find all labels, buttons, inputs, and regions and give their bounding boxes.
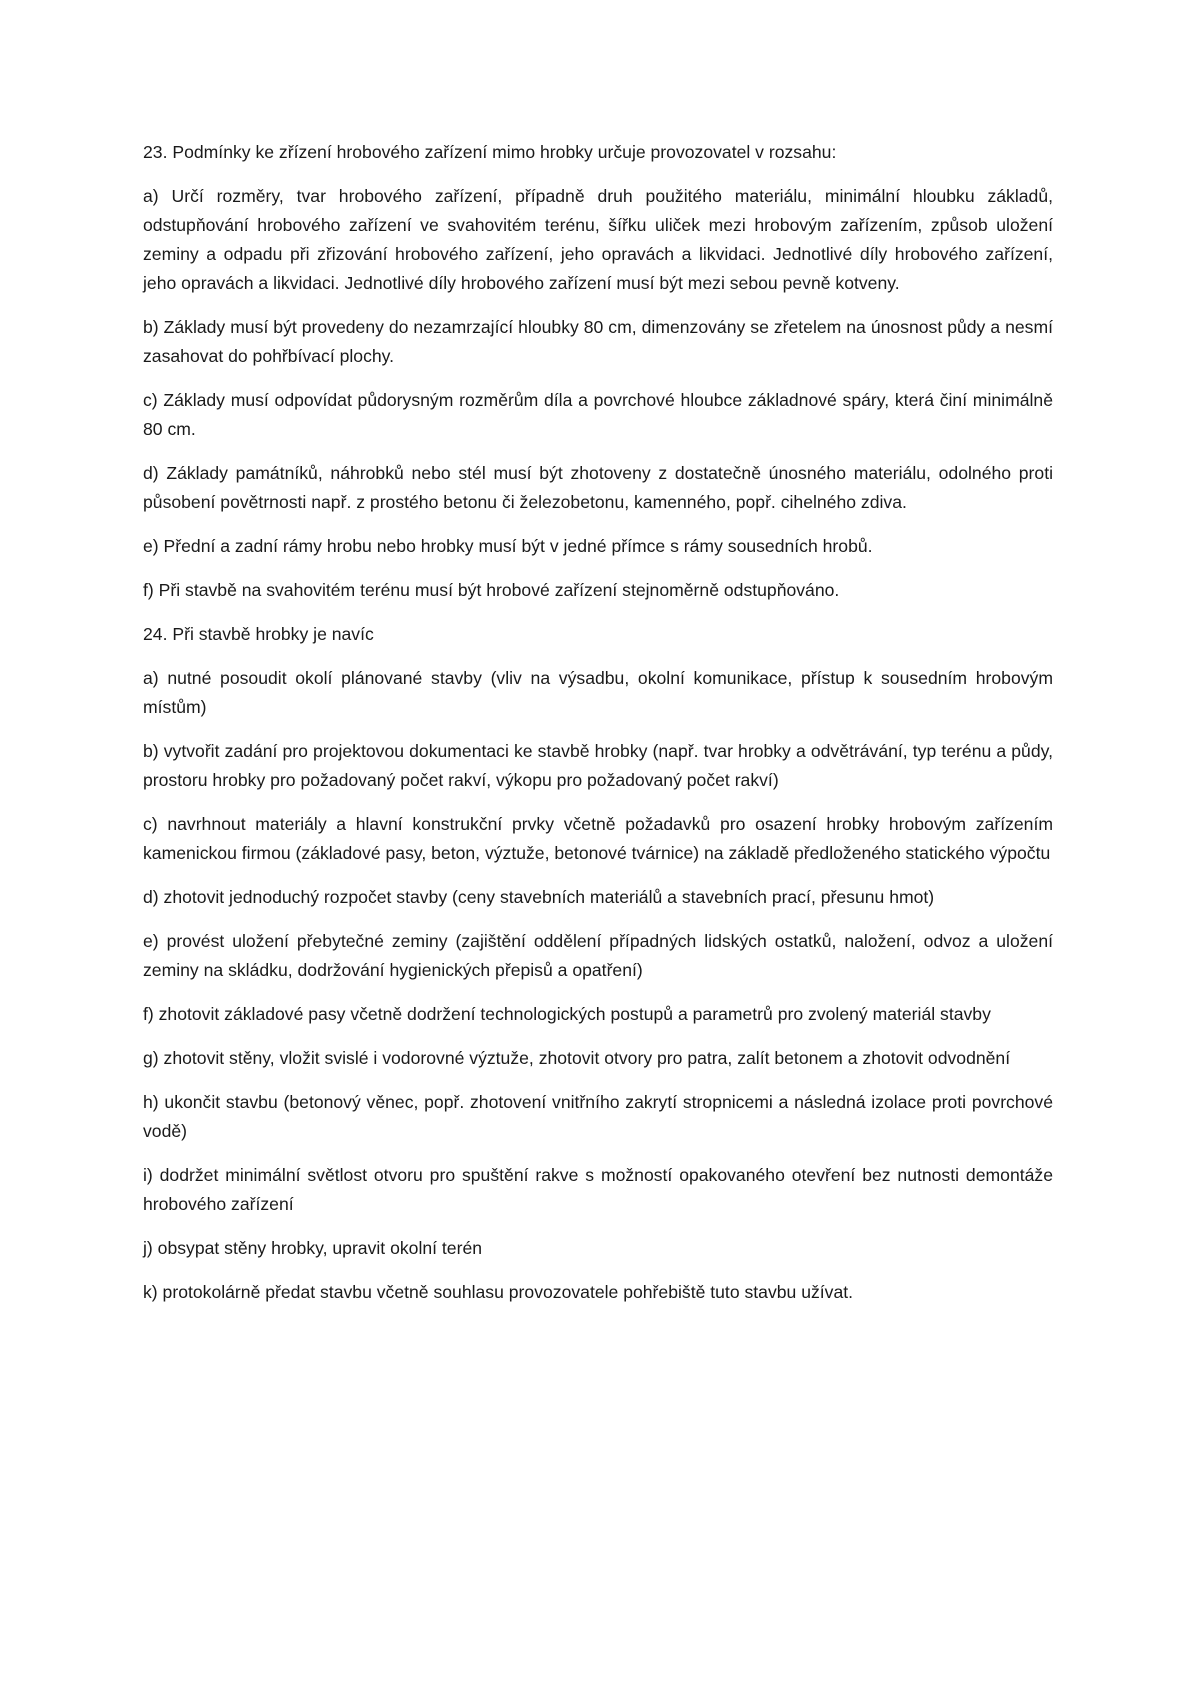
section-24-item-g: g) zhotovit stěny, vložit svislé i vodorovné výztuže, zhotovit otvory pro patra, zalít betonem a zhotovit odvodnění	[143, 1048, 1011, 1068]
section-23-item-a: a) Určí rozměry, tvar hrobového zařízení, případně druh použitého materiálu, minimální hloubku základů, odstupňování hrobového zařízení ve svahovitém terénu, šířku uliček mezi hrobovým zařízením, způsob uložení zeminy a odpadu při zřizování hrobového zařízení, jeho opravách a likvidaci. Jednotlivé díly hrobového zařízení, jeho opravách a likvidaci. Jednotlivé díly hrobového zařízení musí být mezi sebou pevně kotveny.	[143, 186, 1053, 293]
section-24-item-c: c) navrhnout materiály a hlavní konstrukční prvky včetně požadavků pro osazení hrobky hrobovým zařízením kamenickou firmou (základové pasy, beton, výztuže, betonové tvárnice) na základě předloženého statického výpočtu	[143, 814, 1053, 863]
section-24-item-d: d) zhotovit jednoduchý rozpočet stavby (ceny stavebních materiálů a stavebních prací, přesunu hmot)	[143, 887, 935, 907]
section-24-item-k: k) protokolárně předat stavbu včetně souhlasu provozovatele pohřebiště tuto stavbu užívat.	[143, 1282, 854, 1302]
section-24-item-j: j) obsypat stěny hrobky, upravit okolní terén	[143, 1238, 483, 1258]
section-24-item-f: f) zhotovit základové pasy včetně dodržení technologických postupů a parametrů pro zvolený materiál stavby	[143, 1004, 991, 1024]
section-23-item-b: b) Základy musí být provedeny do nezamrzající hloubky 80 cm, dimenzovány se zřetelem na únosnost půdy a nesmí zasahovat do pohřbívací plochy.	[143, 317, 1053, 366]
section-23-item-d: d) Základy památníků, náhrobků nebo stél musí být zhotoveny z dostatečně únosného materiálu, odolného proti působení povětrnosti např. z prostého betonu či železobetonu, kamenného, popř. cihelného zdiva.	[143, 463, 1053, 512]
section-24-item-b: b) vytvořit zadání pro projektovou dokumentaci ke stavbě hrobky (např. tvar hrobky a odvětrávání, typ terénu a půdy, prostoru hrobky pro požadovaný počet rakví, výkopu pro požadovaný počet rakví)	[143, 741, 1053, 790]
section-24-item-a: a) nutné posoudit okolí plánované stavby (vliv na výsadbu, okolní komunikace, přístup k sousedním hrobovým místům)	[143, 668, 1053, 717]
section-24-item-i: i) dodržet minimální světlost otvoru pro spuštění rakve s možností opakovaného otevření bez nutnosti demontáže hrobového zařízení	[143, 1165, 1053, 1214]
section-24-item-h: h) ukončit stavbu (betonový věnec, popř. zhotovení vnitřního zakrytí stropnicemi a následná izolace proti povrchové vodě)	[143, 1092, 1053, 1141]
section-23-item-e: e) Přední a zadní rámy hrobu nebo hrobky musí být v jedné přímce s rámy sousedních hrobů.	[143, 536, 873, 556]
section-24-heading: 24. Při stavbě hrobky je navíc	[143, 624, 374, 644]
document-body	[143, 138, 1053, 1322]
section-23-item-f: f) Při stavbě na svahovitém terénu musí být hrobové zařízení stejnoměrně odstupňováno.	[143, 580, 840, 600]
section-23-heading: 23. Podmínky ke zřízení hrobového zařízení mimo hrobky určuje provozovatel v rozsahu:	[143, 142, 837, 162]
section-23-item-c: c) Základy musí odpovídat půdorysným rozměrům díla a povrchové hloubce základnové spáry, která činí minimálně 80 cm.	[143, 390, 1053, 439]
section-24-item-e: e) provést uložení přebytečné zeminy (zajištění oddělení případných lidských ostatků, naložení, odvoz a uložení zeminy na skládku, dodržování hygienických přepisů a opatření)	[143, 931, 1053, 980]
